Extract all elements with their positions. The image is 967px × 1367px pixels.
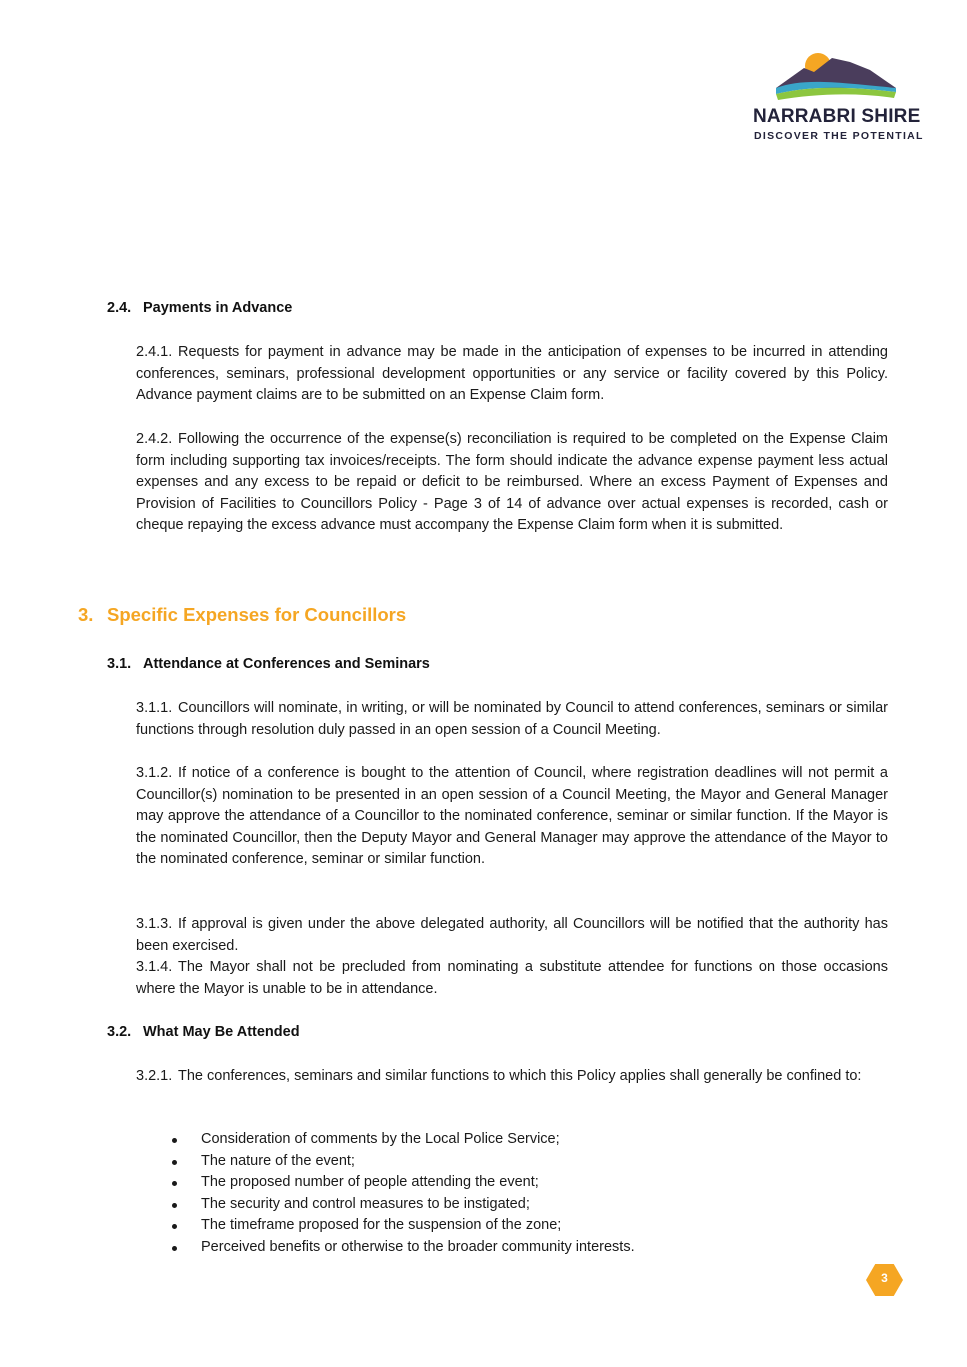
clause-text: Councillors will nominate, in writing, or will be nominated by Council to attend conferences, seminars or similar functions through resolution duly passed in an open session of a Council Meeting. — [136, 700, 888, 738]
logo-tagline: DISCOVER THE POTENTIAL — [754, 130, 924, 142]
considerations-list — [170, 1129, 635, 1259]
clause-3-1-3 — [136, 914, 888, 957]
clause-3-2-1 — [136, 1066, 888, 1088]
logo-name: NARRABRI SHIRE — [753, 106, 921, 127]
section-number: 3.1. — [107, 656, 132, 672]
list-item — [170, 1172, 635, 1194]
list-item-text: Consideration of comments by the Local Police Service; — [201, 1131, 560, 1147]
page-number-badge — [866, 1264, 903, 1296]
clause-2-4-2 — [136, 429, 888, 537]
list-item — [170, 1129, 635, 1151]
bullet-icon — [172, 1203, 177, 1208]
clause-3-1-2 — [136, 763, 888, 871]
clause-text: If notice of a conference is bought to the attention of Council, where registration deadlines will not permit a Councillor(s) nomination to be presented in an open session of a Council Meeting, the Mayor and General Manager may approve the attendance of a Councillor to the nominated conference, seminar or similar function. If the Mayor is the nominated Councillor, then the Deputy Mayor and General Manager may approve the attendance of the Mayor to the nominated conference, seminar or similar function. — [136, 765, 888, 868]
clause-number: 2.4.2. — [136, 431, 173, 447]
section-3-heading — [78, 604, 406, 626]
clause-3-1-1 — [136, 698, 888, 741]
bullet-icon — [172, 1246, 177, 1251]
list-item — [170, 1215, 635, 1237]
section-title: Specific Expenses for Councillors — [107, 604, 407, 625]
clause-2-4-1 — [136, 342, 888, 407]
bullet-icon — [172, 1224, 177, 1229]
clause-text: If approval is given under the above delegated authority, all Councillors will be notified that the authority has been exercised. — [136, 916, 888, 954]
clause-number: 3.1.4. — [136, 959, 173, 975]
section-title: What May Be Attended — [143, 1024, 300, 1040]
section-title: Attendance at Conferences and Seminars — [143, 656, 430, 672]
narrabri-shire-logo — [750, 48, 924, 144]
section-3-1-heading — [107, 656, 430, 672]
bullet-icon — [172, 1138, 177, 1143]
clause-number: 3.1.1. — [136, 700, 173, 716]
clause-text: Requests for payment in advance may be made in the anticipation of expenses to be incurred in attending conferences, seminars, professional development opportunities or any service or facility covered by this Policy. Advance payment claims are to be submitted on an Expense Claim form. — [136, 344, 888, 404]
list-item-text: The nature of the event; — [201, 1152, 355, 1169]
section-title: Payments in Advance — [143, 300, 293, 316]
list-item — [170, 1194, 635, 1216]
bullet-icon — [172, 1181, 177, 1186]
clause-number: 3.2.1. — [136, 1068, 173, 1084]
clause-number: 2.4.1. — [136, 344, 173, 360]
list-item-text: The timeframe proposed for the suspension of the zone; — [201, 1217, 562, 1234]
clause-number: 3.1.3. — [136, 916, 173, 932]
section-number: 3. — [78, 604, 94, 625]
list-item-text: Perceived benefits or otherwise to the broader community interests. — [201, 1238, 635, 1255]
clause-text: The Mayor shall not be precluded from nominating a substitute attendee for functions on those occasions where the Mayor is unable to be in attendance. — [136, 959, 888, 997]
clause-3-1-4 — [136, 957, 888, 1000]
list-item — [170, 1151, 635, 1173]
clause-text: Following the occurrence of the expense(s) reconciliation is required to be completed on the Expense Claim form including supporting tax invoices/receipts. The form should indicate the advance expense payment less actual expenses and any excess to be repaid or deficit to be reimbursed. Where an excess Payment of Expenses and Provision of Facilities to Councillors Policy - Page 3 of 14 of advance over actual expenses is recorded, cash or cheque repaying the excess advance must accompany the Expense Claim form when it is submitted. — [136, 431, 888, 534]
section-number: 2.4. — [107, 300, 132, 316]
bullet-icon — [172, 1160, 177, 1165]
list-item-text: The security and control measures to be instigated; — [201, 1195, 530, 1212]
section-2-4-heading — [107, 300, 292, 316]
clause-text: The conferences, seminars and similar functions to which this Policy applies shall generally be confined to: — [178, 1068, 862, 1084]
list-item — [170, 1237, 635, 1259]
list-item-text: The proposed number of people attending the event; — [201, 1174, 539, 1191]
page-number: 3 — [881, 1271, 888, 1285]
section-number: 3.2. — [107, 1024, 132, 1040]
logo-emblem-icon — [774, 48, 898, 104]
clause-number: 3.1.2. — [136, 765, 173, 781]
section-3-2-heading — [107, 1024, 300, 1040]
